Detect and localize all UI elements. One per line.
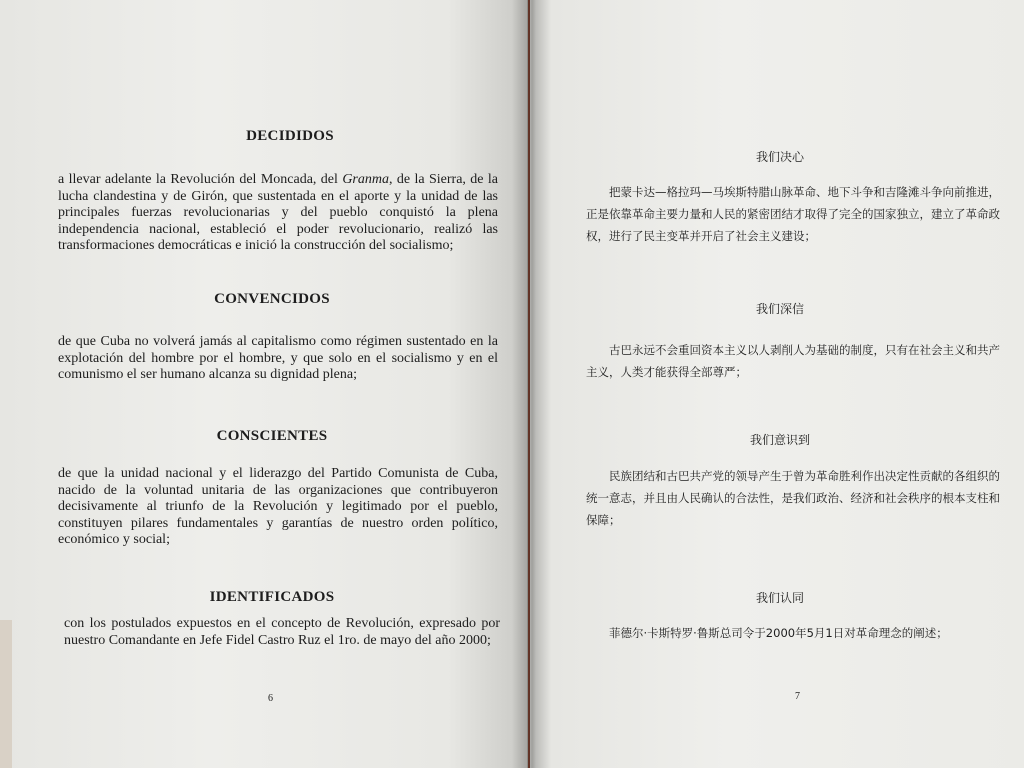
paragraph-conscientes: de que la unidad nacional y el liderazgo del Partido Comunista de Cuba, nacido de la voluntad unitaria de las organizaciones que contribuyeron decisivamente al triunfo de la Revolución y legitimado por el pueblo, constituyen pilares fundamentales y garantías de nuestro orden político, económico y social; xyxy=(58,466,498,547)
page-edge xyxy=(0,620,12,768)
heading-zh-yishidao: 我们意识到 xyxy=(749,433,810,447)
page-number-left: 6 xyxy=(268,693,273,704)
paragraph-decididos-part1: a llevar adelante la Revolución del Moncada, del xyxy=(58,172,343,187)
paragraph-decididos-italic: Granma xyxy=(342,172,389,187)
heading-convencidos: CONVENCIDOS xyxy=(214,291,330,307)
paragraph-decididos xyxy=(58,172,498,255)
heading-zh-rentong: 我们认同 xyxy=(755,591,804,605)
heading-conscientes: CONSCIENTES xyxy=(216,428,328,444)
paragraph-decididos-part2: , de la Sierra, de la lucha clandestina y de Girón, que sustentada en el aporte y la unidad de las principales fuerzas revolucionarias y del pueblo conquistó la plena independencia nacional, estableció el poder revolucionario, realizó las transformaciones democráticas e inició la construcción del socialismo; xyxy=(58,172,499,253)
heading-identificados: IDENTIFICADOS xyxy=(209,589,335,605)
heading-decididos: DECIDIDOS xyxy=(246,128,334,144)
paragraph-zh-yishidao: 民族团结和古巴共产党的领导产生于曾为革命胜利作出决定性贡献的各组织的统一意志，并且由人民确认的合法性，是我们政治、经济和社会秩序的根本支柱和保障； xyxy=(586,469,1000,527)
paragraph-identificados: con los postulados expuestos en el concepto de Revolución, expresado por nuestro Comandante en Jefe Fidel Castro Ruz el 1ro. de mayo del año 2000; xyxy=(64,616,500,648)
page-number-right: 7 xyxy=(795,691,800,702)
paragraph-zh-rentong: 菲德尔·卡斯特罗·鲁斯总司令于2000年5月1日对革命理念的阐述； xyxy=(609,626,948,640)
paragraph-zh-juexin: 把蒙卡达—格拉玛—马埃斯特腊山脉革命、地下斗争和吉隆滩斗争向前推进，正是依靠革命主要力量和人民的紧密团结才取得了完全的国家独立，建立了革命政权，进行了民主变革并开启了社会主义建设； xyxy=(586,185,1000,243)
paragraph-convencidos: de que Cuba no volverá jamás al capitalismo como régimen sustentado en la explotación del hombre por el hombre, y que solo en el socialismo y en el comunismo el ser humano alcanza su dignidad plena; xyxy=(58,334,498,382)
right-page xyxy=(530,0,1024,768)
heading-zh-juexin: 我们决心 xyxy=(755,150,804,164)
heading-zh-shenxin: 我们深信 xyxy=(755,302,804,316)
paragraph-zh-shenxin: 古巴永远不会重回资本主义以人剥削人为基础的制度，只有在社会主义和共产主义，人类才能获得全部尊严； xyxy=(586,343,1000,379)
